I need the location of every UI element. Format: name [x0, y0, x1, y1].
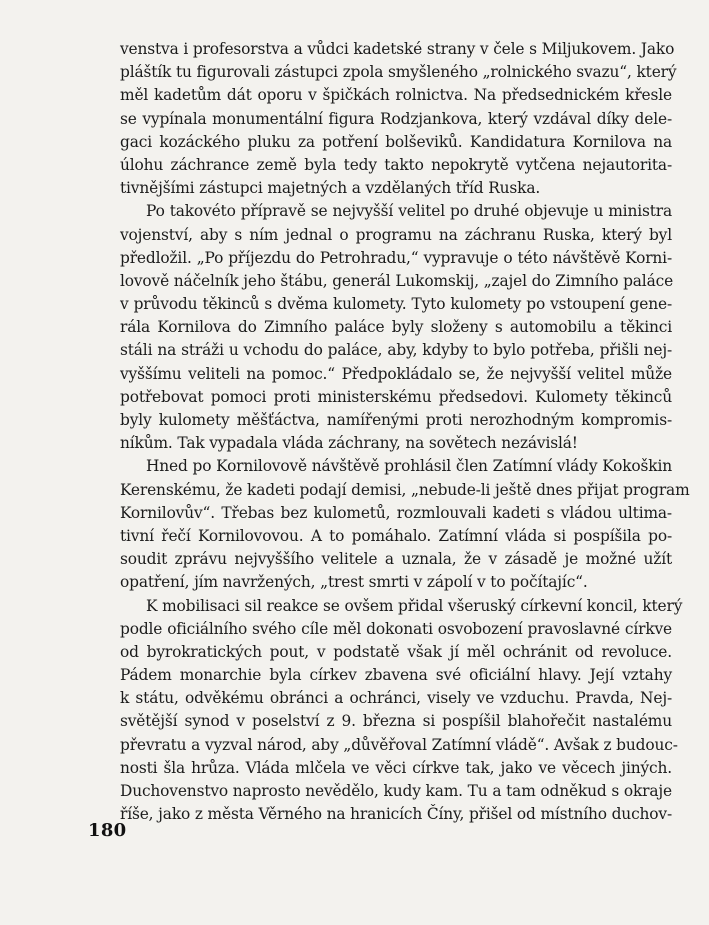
text-line: opatření, jím navržených, „trest smrti v zápolí v to počítajíc“.: [120, 573, 588, 592]
text-line: světější synod v poselství z 9. března si pospíšil blahořečit nastalému: [120, 712, 672, 731]
text-line: úlohu záchrance země byla tedy takto nepokrytě vytčena nejautorita-: [120, 155, 672, 174]
text-line: rála Kornilova do Zimního paláce byly složeny s automobilu a těkinci: [120, 318, 672, 337]
text-line: soudit zprávu nejvyššího velitele a uznala, že v zásadě je možné užít: [120, 550, 672, 569]
text-line: vyššímu veliteli na pomoc.“ Předpokládalo se, že nejvyšší velitel může: [120, 364, 672, 383]
page-number: 180: [88, 820, 127, 841]
text-line: říše, jako z města Věrného na hranicích Číny, přišel od místního duchov-: [120, 805, 673, 824]
text-line: lovově náčelník jeho štábu, generál Lukomskij, „zajel do Zimního paláce: [120, 271, 674, 290]
text-line: vojenství, aby s ním jednal o programu na záchranu Ruska, který byl: [120, 225, 672, 244]
body-text: [120, 38, 690, 826]
text-line: Duchovenstvo naprosto nevědělo, kudy kam. Tu a tam odněkud s okraje: [120, 782, 672, 800]
text-line: nosti šla hrůza. Vláda mlčela ve věci církve tak, jako ve věcech jiných.: [120, 758, 672, 777]
text-line: gaci kozáckého pluku za potření bolševiků. Kandidatura Kornilova na: [120, 132, 672, 151]
text-line: stáli na stráži u vchodu do paláce, aby, kdyby to bylo potřeba, přišli nej-: [120, 341, 672, 360]
text-line: tivní řečí Kornilovovou. A to pomáhalo. Zatímní vláda si pospíšila po-: [120, 526, 672, 545]
text-line: od byrokratických pout, v podstatě však jí měl ochránit od revoluce.: [120, 642, 672, 661]
text-line: Pádem monarchie byla církev zbavena své oficiální hlavy. Její vztahy: [120, 666, 672, 685]
text-line: Hned po Kornilovově návštěvě prohlásil člen Zatímní vlády Kokoškin: [146, 457, 672, 476]
text-line: níkům. Tak vypadala vláda záchrany, na sovětech nezávislá!: [120, 434, 578, 453]
text-line: venstva i profesorstva a vůdci kadetské strany v čele s Miljukovem. Jako: [120, 40, 675, 58]
text-line: Po takovéto přípravě se nejvyšší velitel po druhé objevuje u ministra: [146, 202, 672, 221]
text-line: byly kulomety měšťáctva, namířenými proti nerozhodným kompromis-: [120, 411, 672, 429]
text-line: se vypínala monumentální figura Rodzjankova, který vzdával díky dele-: [120, 109, 672, 128]
text-line: podle oficiálního svého cíle měl dokonati osvobození pravoslavné církve: [120, 619, 672, 638]
text-line: převratu a vyzval národ, aby „důvěřoval Zatímní vládě“. Avšak z budouc-: [120, 735, 678, 754]
text-line: Kerenskému, že kadeti podají demisi, „nebude-li ještě dnes přijat program: [120, 480, 690, 499]
text-line: pláštík tu figurovali zástupci zpola smyšleného „rolnického svazu“, který: [120, 63, 677, 82]
text-line: K mobilisaci sil reakce se ovšem přidal všeruský církevní koncil, který: [146, 596, 683, 615]
text-line: Kornilovův“. Třebas bez kulometů, rozmlouvali kadeti s vládou ultima-: [120, 503, 672, 522]
text-line: k státu, odvěkému obránci a ochránci, visely ve vzduchu. Pravda, Nej-: [120, 689, 672, 708]
text-line: měl kadetům dát oporu v špičkách rolnictva. Na předsednickém křesle: [120, 86, 672, 105]
text-line: předložil. „Po příjezdu do Petrohradu,“ vypravuje o této návštěvě Korni-: [120, 248, 672, 267]
text-line: potřebovat pomoci proti ministerskému předsedovi. Kulomety těkinců: [120, 387, 672, 406]
text-line: tivnějšími zástupci majetných a vzdělaných tříd Ruska.: [120, 179, 541, 198]
text-line: v průvodu těkinců s dvěma kulomety. Tyto kulomety po vstoupení gene-: [120, 295, 672, 314]
